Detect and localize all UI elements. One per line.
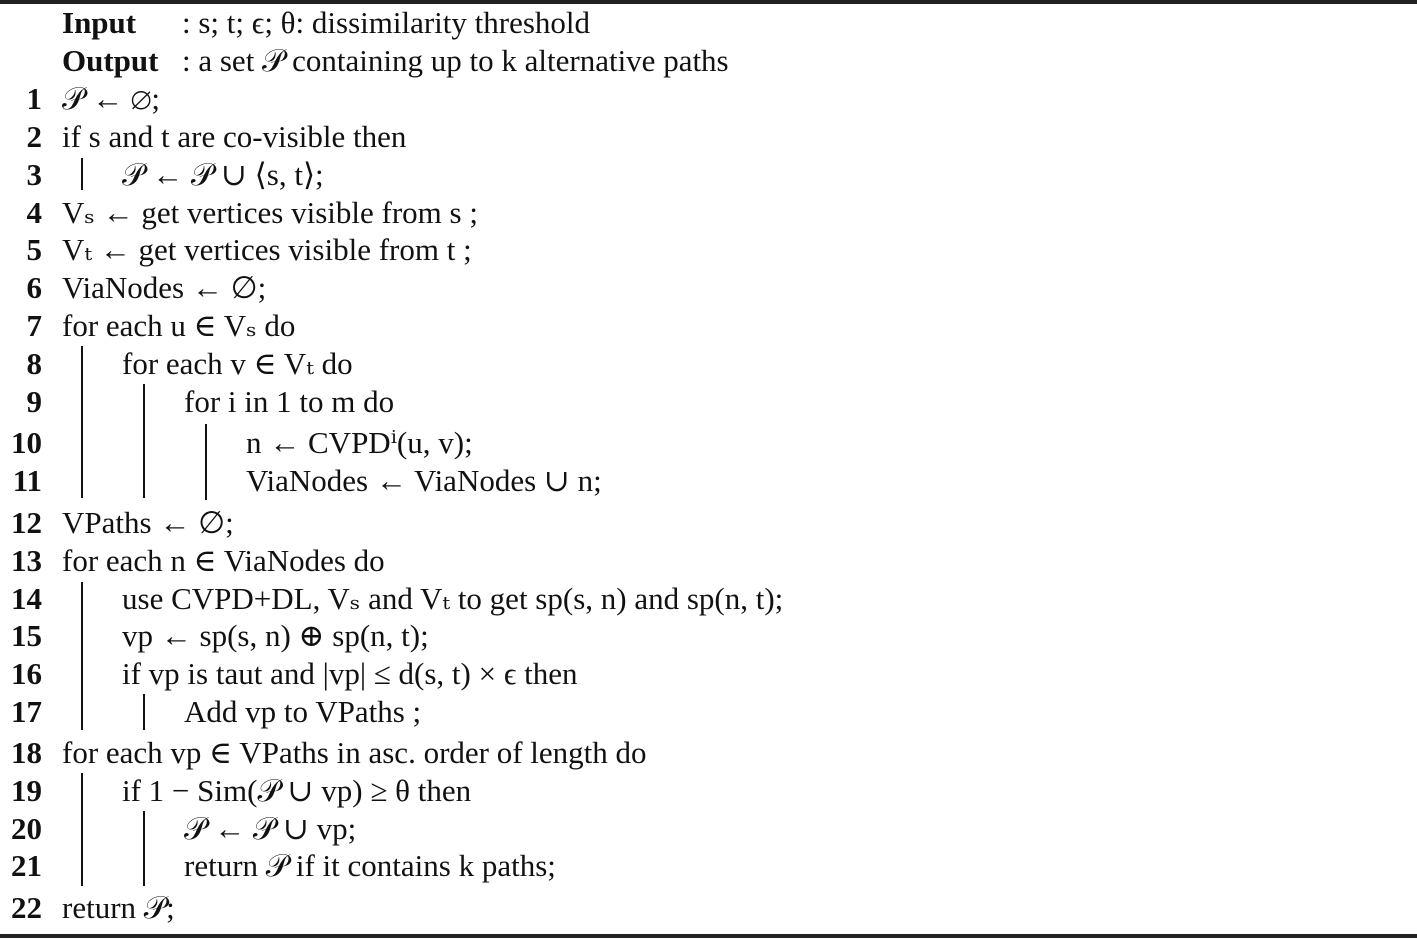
line-code: return 𝒫 if it contains k paths; <box>184 848 556 883</box>
bottom-rule <box>0 934 1417 938</box>
line-number: 17 <box>11 694 42 729</box>
line-number: 22 <box>11 890 42 925</box>
line-code: 𝒫 ← ∅; <box>62 81 160 116</box>
line-code: Vₜ ← get vertices visible from t ; <box>62 232 472 267</box>
line-code: vp ← sp(s, n) ⊕ sp(n, t); <box>122 618 429 653</box>
block-bar-for-u <box>81 346 83 498</box>
line-code: Add vp to VPaths ; <box>184 694 422 729</box>
line-number: 18 <box>11 735 42 770</box>
block-bar-if-covisible <box>81 158 83 190</box>
line-code: Vₛ ← get vertices visible from s ; <box>62 195 478 230</box>
block-bar-for-v <box>143 384 145 498</box>
line-code: for each v ∈ Vₜ do <box>122 346 353 381</box>
line-number: 3 <box>26 157 42 192</box>
block-bar-for-vp <box>81 773 83 886</box>
line-code: 𝒫 ← 𝒫 ∪ vp; <box>184 811 357 846</box>
line-code: ViaNodes ← ∅; <box>62 270 267 305</box>
line-number: 16 <box>11 656 42 691</box>
block-bar-if-taut <box>143 694 145 730</box>
line-number: 14 <box>11 581 42 616</box>
line-number: 8 <box>26 346 42 381</box>
line-code: use CVPD+DL, Vₛ and Vₜ to get sp(s, n) and sp(n, t); <box>122 581 784 616</box>
line-number: 9 <box>26 384 42 419</box>
line-number: 7 <box>26 308 42 343</box>
line-number: 13 <box>11 543 42 578</box>
line-code: ViaNodes ← ViaNodes ∪ n; <box>246 463 602 498</box>
input-text: : s; t; ϵ; θ: dissimilarity threshold <box>182 5 591 40</box>
block-bar-for-n <box>81 582 83 730</box>
line-code: if s and t are co-visible then <box>62 119 407 154</box>
input-label: Input <box>62 5 137 40</box>
output-text: : a set 𝒫 containing up to k alternative paths <box>182 43 729 78</box>
line-code: return 𝒫; <box>62 890 175 925</box>
line-number: 1 <box>26 81 42 116</box>
line-code: n ← CVPDⁱ(u, v); <box>246 425 473 460</box>
line-code: 𝒫 ← 𝒫 ∪ ⟨s, t⟩; <box>122 157 324 192</box>
line-code: if vp is taut and |vp| ≤ d(s, t) × ϵ then <box>122 656 578 691</box>
line-code: for each n ∈ ViaNodes do <box>62 543 385 578</box>
line-code: for each vp ∈ VPaths in asc. order of length do <box>62 735 647 770</box>
line-code: for each u ∈ Vₛ do <box>62 308 296 343</box>
line-number: 15 <box>11 618 42 653</box>
line-number: 11 <box>12 463 42 498</box>
line-number: 2 <box>26 119 42 154</box>
block-bar-if-sim <box>143 811 145 886</box>
line-number: 12 <box>11 505 42 540</box>
line-number: 20 <box>11 811 42 846</box>
line-number: 19 <box>11 773 42 808</box>
line-number: 21 <box>11 848 42 883</box>
block-bar-for-i <box>205 424 207 500</box>
line-code: if 1 − Sim(𝒫 ∪ vp) ≥ θ then <box>122 773 472 808</box>
line-code: for i in 1 to m do <box>184 384 395 419</box>
output-label: Output <box>62 43 159 78</box>
line-code: VPaths ← ∅; <box>62 505 234 540</box>
line-number: 10 <box>11 425 42 460</box>
line-number: 5 <box>26 232 42 267</box>
line-number: 4 <box>26 195 42 230</box>
line-number: 6 <box>26 270 42 305</box>
